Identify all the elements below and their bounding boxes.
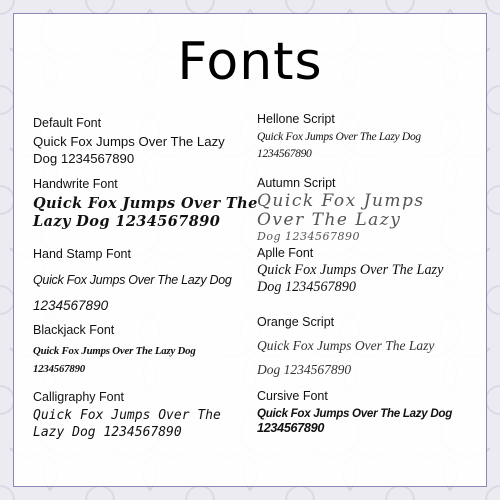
sample-text-line: Quick Fox Jumps Over The Lazy	[257, 262, 444, 278]
font-sample-hellone	[257, 111, 421, 161]
sample-text-line: Quick Fox Jumps Over The Lazy Dog	[33, 273, 232, 287]
sample-text-line: Dog 1234567890	[257, 362, 352, 377]
font-label-hellone: Hellone Script	[257, 112, 335, 126]
sample-text-line: Quick Fox Jumps Over The Lazy Dog	[257, 407, 452, 420]
font-label-handwrite: Handwrite Font	[33, 177, 118, 191]
font-sample-default	[33, 115, 225, 167]
font-label-hand-stamp: Hand Stamp Font	[33, 247, 131, 261]
font-label-orange: Orange Script	[257, 315, 335, 329]
font-sample-hand-stamp	[33, 246, 232, 314]
font-sample-orange	[257, 314, 434, 379]
sample-text-line: 1234567890	[257, 421, 325, 435]
font-label-autumn: Autumn Script	[257, 176, 336, 190]
font-label-aplle: Aplle Font	[257, 246, 314, 260]
sample-text-line: Quick Fox Jumps Over The	[33, 408, 221, 423]
sample-text-line: Over The Lazy	[257, 210, 402, 230]
page-title: Fonts	[177, 32, 323, 92]
sample-text-line: 1234567890	[33, 363, 85, 375]
sample-text-line: Quick Fox Jumps Over The	[33, 195, 258, 212]
font-label-cursive: Cursive Font	[257, 389, 328, 403]
font-label-default: Default Font	[33, 116, 102, 130]
font-sample-cursive	[257, 388, 452, 436]
sample-text-line: Quick Fox Jumps Over The Lazy	[33, 134, 225, 149]
sample-text-line: Quick Fox Jumps	[257, 191, 425, 211]
font-sample-calligraphy	[33, 389, 221, 441]
font-label-calligraphy: Calligraphy Font	[33, 390, 125, 404]
sample-text-line: Lazy Dog 1234567890	[33, 425, 182, 440]
sample-text-line: Quick Fox Jumps Over The Lazy Dog	[257, 131, 421, 143]
sample-text-line: Quick Fox Jumps Over The Lazy	[257, 338, 435, 353]
font-sample-autumn	[257, 175, 425, 244]
font-sample-aplle	[257, 245, 443, 296]
font-sample-blackjack	[33, 322, 196, 376]
font-sample-handwrite	[33, 176, 258, 231]
sample-text-line: 1234567890	[257, 148, 312, 160]
sample-text-line: Dog 1234567890	[257, 230, 360, 243]
sample-text-line: Lazy Dog 1234567890	[33, 213, 221, 230]
sample-text-line: Dog 1234567890	[257, 279, 356, 295]
sample-text-line: Quick Fox Jumps Over The Lazy Dog	[33, 345, 196, 357]
sample-text-line: 1234567890	[33, 298, 109, 313]
sample-text-line: Dog 1234567890	[33, 151, 135, 166]
font-label-blackjack: Blackjack Font	[33, 323, 115, 337]
